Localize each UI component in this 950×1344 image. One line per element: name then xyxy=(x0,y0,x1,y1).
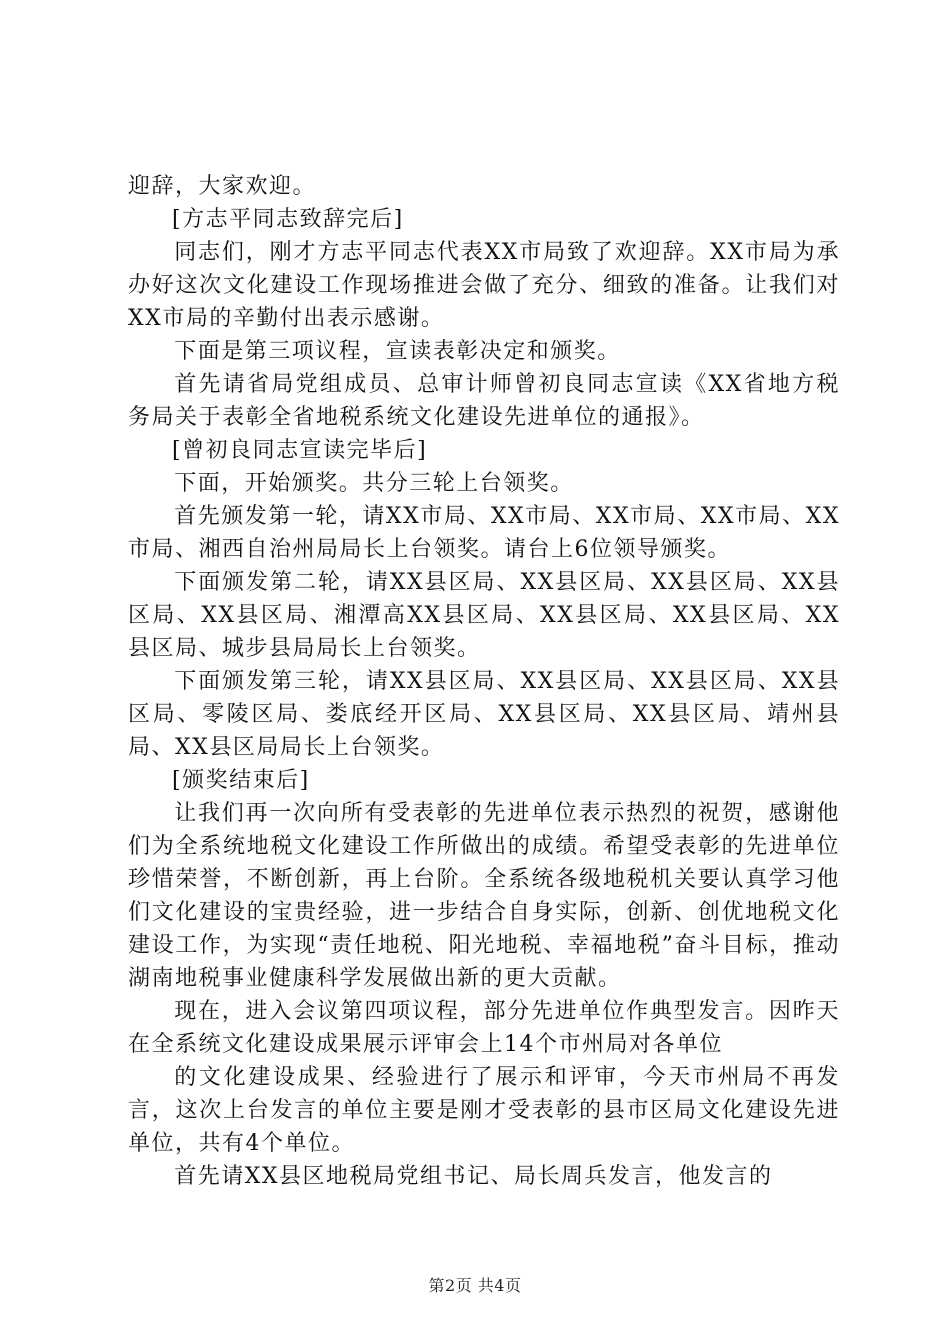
paragraph: 首先请XX县区地税局党组书记、局长周兵发言，他发言的 xyxy=(174,1164,773,1189)
document-body xyxy=(128,170,840,1193)
paragraph: 下面颁发第二轮，请XX县区局、XX县区局、XX县区局、XX县区局、XX县区局、湘潭高XX县区局、XX县区局、XX县区局、XX县区局、城步县局局长上台领奖。 xyxy=(128,570,840,661)
paragraph: 下面颁发第三轮，请XX县区局、XX县区局、XX县区局、XX县区局、零陵区局、娄底经开区局、XX县区局、XX县区局、靖州县局、XX县区局局长上台领奖。 xyxy=(128,669,840,760)
page-footer xyxy=(0,1276,950,1296)
paragraph: 的文化建设成果、经验进行了展示和评审，今天市州局不再发言，这次上台发言的单位主要是刚才受表彰的县市区局文化建设先进单位，共有4个单位。 xyxy=(128,1065,840,1156)
paragraph: 下面是第三项议程，宣读表彰决定和颁奖。 xyxy=(174,339,621,364)
paragraph: 同志们，刚才方志平同志代表XX市局致了欢迎辞。XX市局为承办好这次文化建设工作现场推进会做了充分、细致的准备。让我们对XX市局的辛勤付出表示感谢。 xyxy=(128,240,840,331)
page-number-label: 第2页 共4页 xyxy=(428,1276,522,1295)
paragraph-continuation: 迎辞，大家欢迎。 xyxy=(128,174,317,199)
paragraph: 下面，开始颁奖。共分三轮上台领奖。 xyxy=(174,471,574,496)
paragraph: 首先请省局党组成员、总审计师曾初良同志宣读《XX省地方税务局关于表彰全省地税系统文化建设先进单位的通报》。 xyxy=(128,372,840,430)
paragraph: 现在，进入会议第四项议程，部分先进单位作典型发言。因昨天在全系统文化建设成果展示评审会上14个市州局对各单位 xyxy=(128,999,840,1057)
stage-note: [方志平同志致辞完后] xyxy=(172,207,404,232)
paragraph: 首先颁发第一轮，请XX市局、XX市局、XX市局、XX市局、XX市局、湘西自治州局局长上台领奖。请台上6位领导颁奖。 xyxy=(128,504,840,562)
paragraph: 让我们再一次向所有受表彰的先进单位表示热烈的祝贺，感谢他们为全系统地税文化建设工作所做出的成绩。希望受表彰的先进单位珍惜荣誉，不断创新，再上台阶。全系统各级地税机关要认真学习他们文化建设的宝贵经验，进一步结合自身实际，创新、创优地税文化建设工作，为实现“责任地税、阳光地税、幸福地税”奋斗目标，推动湖南地税事业健康科学发展做出新的更大贡献。 xyxy=(128,801,840,991)
stage-note: [颁奖结束后] xyxy=(172,768,310,793)
stage-note: [曾初良同志宣读完毕后] xyxy=(172,438,428,463)
